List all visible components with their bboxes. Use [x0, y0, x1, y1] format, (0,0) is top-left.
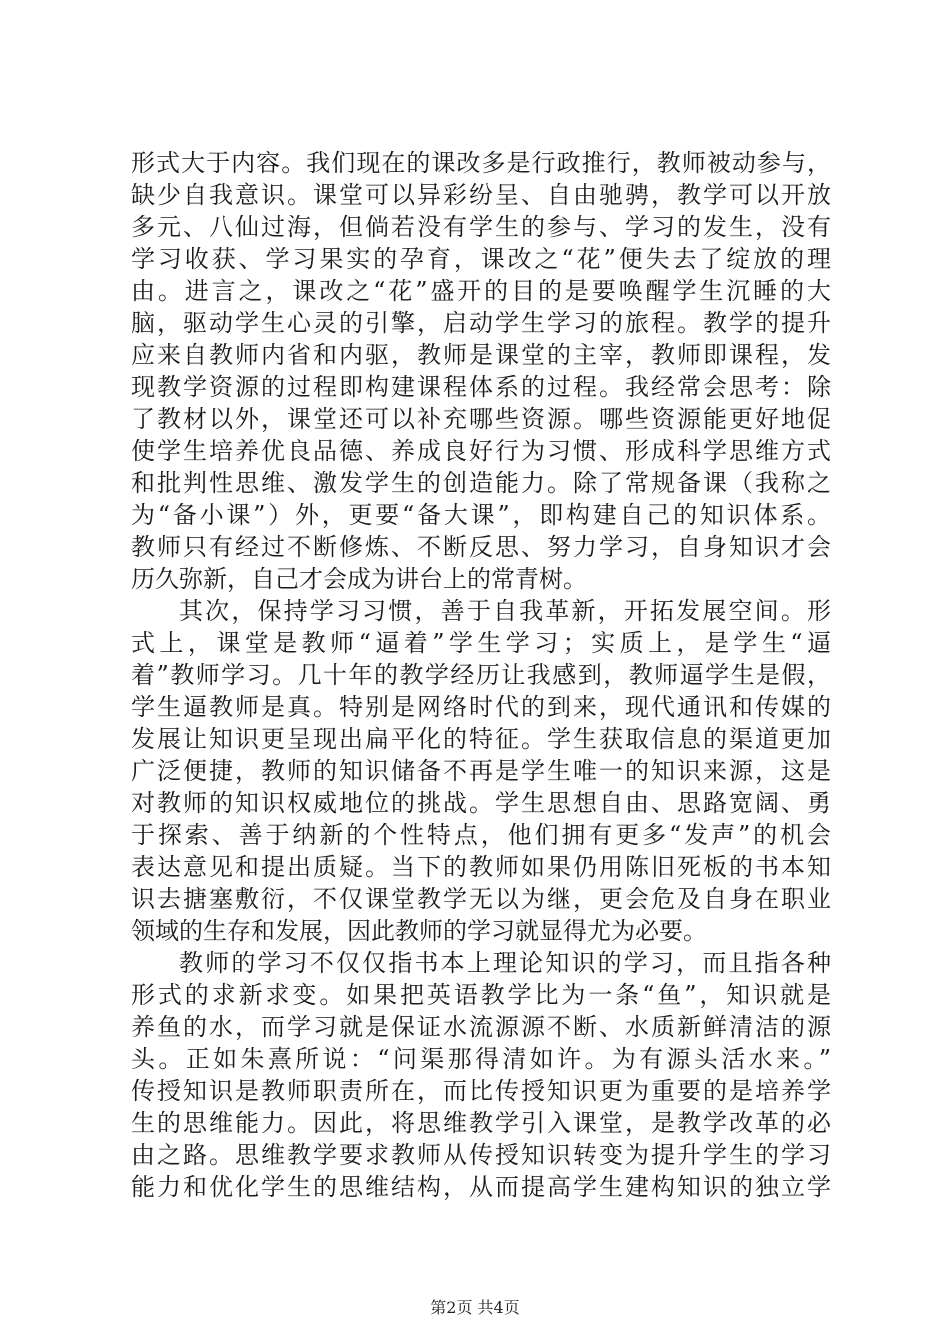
paragraph	[131, 595, 831, 947]
text-line: 形式的求新求变。如果把英语教学比为一条“鱼”，知识就是	[131, 981, 831, 1009]
text-line: 其次，保持学习习惯，善于自我革新，开拓发展空间。形	[179, 597, 831, 625]
text-line: 为“备小课”）外，更要“备大课”，即构建自己的知识体系。	[131, 501, 831, 529]
text-line: 形式大于内容。我们现在的课改多是行政推行，教师被动参与，	[131, 149, 831, 177]
text-line: 应来自教师内省和内驱，教师是课堂的主宰，教师即课程，发	[131, 341, 831, 369]
text-line: 现教学资源的过程即构建课程体系的过程。我经常会思考：除	[131, 373, 831, 401]
text-line: 表达意见和提出质疑。当下的教师如果仍用陈旧死板的书本知	[131, 853, 831, 881]
text-line: 领域的生存和发展，因此教师的学习就显得尤为必要。	[131, 917, 707, 945]
text-line: 使学生培养优良品德、养成良好行为习惯、形成科学思维方式	[131, 437, 831, 465]
text-line: 历久弥新，自己才会成为讲台上的常青树。	[131, 565, 587, 593]
text-line: 缺少自我意识。课堂可以异彩纷呈、自由驰骋，教学可以开放	[131, 181, 831, 209]
text-line: 发展让知识更呈现出扁平化的特征。学生获取信息的渠道更加	[131, 725, 831, 753]
text-line: 学习收获、学习果实的孕育，课改之“花”便失去了绽放的理	[131, 245, 831, 273]
text-line: 着”教师学习。几十年的教学经历让我感到，教师逼学生是假，	[131, 661, 831, 689]
text-line: 生的思维能力。因此，将思维教学引入课堂，是教学改革的必	[131, 1109, 831, 1137]
text-line: 由。进言之，课改之“花”盛开的目的是要唤醒学生沉睡的大	[131, 277, 831, 305]
text-line: 对教师的知识权威地位的挑战。学生思想自由、思路宽阔、勇	[131, 789, 831, 817]
text-line: 多元、八仙过海，但倘若没有学生的参与、学习的发生，没有	[131, 213, 831, 241]
text-line: 脑，驱动学生心灵的引擎，启动学生学习的旅程。教学的提升	[131, 309, 831, 337]
text-line: 学生逼教师是真。特别是网络时代的到来，现代通讯和传媒的	[131, 693, 831, 721]
text-line: 识去搪塞敷衍，不仅课堂教学无以为继，更会危及自身在职业	[131, 885, 831, 913]
text-line: 和批判性思维、激发学生的创造能力。除了常规备课（我称之	[131, 469, 831, 497]
text-line: 能力和优化学生的思维结构，从而提高学生建构知识的独立学	[131, 1173, 831, 1201]
text-line: 教师只有经过不断修炼、不断反思、努力学习，自身知识才会	[131, 533, 831, 561]
text-line: 由之路。思维教学要求教师从传授知识转变为提升学生的学习	[131, 1141, 831, 1169]
text-line: 养鱼的水，而学习就是保证水流源源不断、水质新鲜清洁的源	[131, 1013, 831, 1041]
page-number: 第2页 共4页	[430, 1298, 520, 1317]
text-line: 头。正如朱熹所说：“问渠那得清如许。为有源头活水来。”	[131, 1045, 831, 1073]
text-line: 于探索、善于纳新的个性特点，他们拥有更多“发声”的机会	[131, 821, 831, 849]
paragraph	[131, 947, 831, 1203]
text-line: 传授知识是教师职责所在，而比传授知识更为重要的是培养学	[131, 1077, 831, 1105]
text-line: 了教材以外，课堂还可以补充哪些资源。哪些资源能更好地促	[131, 405, 831, 433]
text-line: 广泛便捷，教师的知识储备不再是学生唯一的知识来源，这是	[131, 757, 831, 785]
paragraph	[131, 147, 831, 595]
text-line: 式上，课堂是教师“逼着”学生学习；实质上，是学生“逼	[131, 629, 831, 657]
body-text	[131, 147, 831, 1203]
text-line: 教师的学习不仅仅指书本上理论知识的学习，而且指各种	[179, 949, 831, 977]
